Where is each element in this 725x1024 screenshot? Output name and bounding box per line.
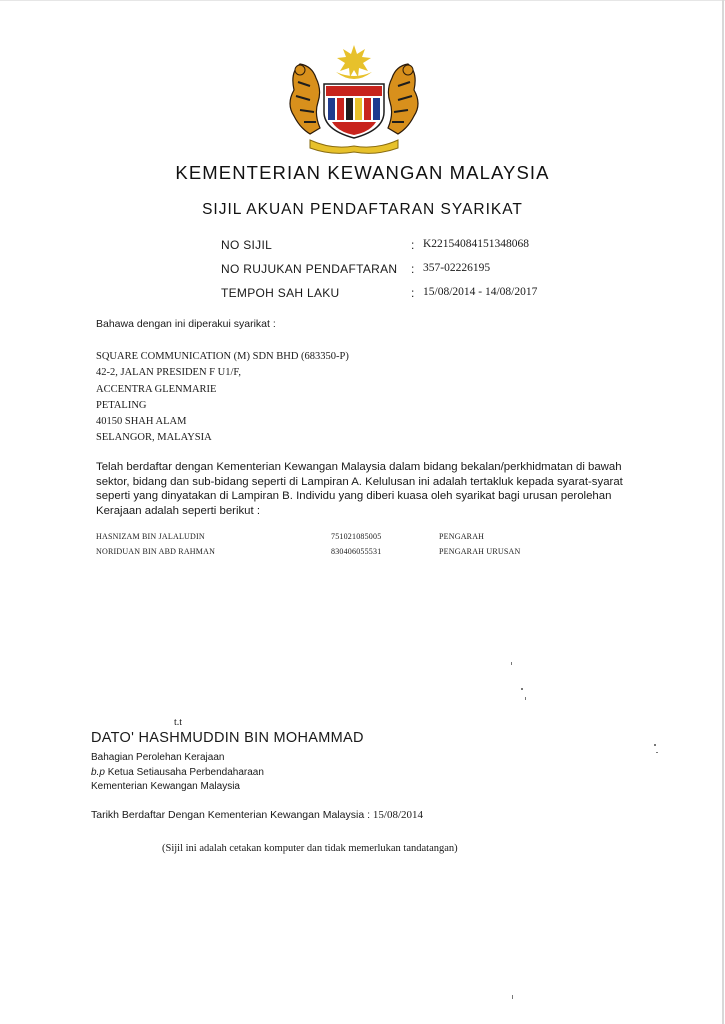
signature-tt: t.t bbox=[174, 717, 183, 728]
signatory-ministry: Kementerian Kewangan Malaysia bbox=[91, 781, 240, 792]
crest-tiger-left bbox=[290, 64, 320, 134]
scan-speck bbox=[654, 744, 656, 746]
ministry-name: KEMENTERIAN KEWANGAN MALAYSIA bbox=[175, 162, 550, 183]
row-label: TEMPOH SAH LAKU bbox=[221, 286, 340, 300]
certificate-number-row bbox=[221, 238, 641, 256]
crest-star bbox=[337, 45, 371, 77]
row-label: NO RUJUKAN PENDAFTARAN bbox=[221, 262, 398, 276]
bp-abbrev: b.p bbox=[91, 767, 105, 778]
row-colon: : bbox=[411, 286, 415, 300]
registration-date-line bbox=[91, 809, 423, 821]
crest-tiger-right bbox=[388, 64, 418, 134]
signatory-title-text: Ketua Setiausaha Perbendaharaan bbox=[107, 767, 264, 778]
certificate-title: SIJIL AKUAN PENDAFTARAN SYARIKAT bbox=[202, 201, 523, 218]
officer-row bbox=[96, 532, 636, 546]
scan-speck bbox=[525, 697, 526, 700]
certification-intro: Bahawa dengan ini diperakui syarikat : bbox=[96, 318, 276, 330]
company-address bbox=[96, 349, 349, 447]
registration-date-label: Tarikh Berdaftar Dengan Kementerian Kewangan Malaysia : bbox=[91, 809, 370, 821]
row-label: NO SIJIL bbox=[221, 238, 273, 252]
address-line: 40150 SHAH ALAM bbox=[96, 416, 187, 428]
officer-position: PENGARAH bbox=[439, 532, 485, 541]
signatory-title bbox=[91, 767, 264, 778]
address-line: ACCENTRA GLENMARIE bbox=[96, 383, 217, 395]
scan-speck bbox=[512, 995, 513, 999]
signatory-department: Bahagian Perolehan Kerajaan bbox=[91, 752, 225, 763]
row-colon: : bbox=[411, 262, 415, 276]
address-line: PETALING bbox=[96, 399, 147, 411]
scan-speck bbox=[521, 688, 523, 690]
computer-generated-note: (Sijil ini adalah cetakan komputer dan tidak memerlukan tandatangan) bbox=[162, 843, 458, 854]
signatory-name: DATO' HASHMUDDIN BIN MOHAMMAD bbox=[91, 730, 364, 746]
scan-speck bbox=[511, 662, 512, 665]
registration-statement: Telah berdaftar dengan Kementerian Kewangan Malaysia dalam bidang bekalan/perkhidmatan di bawah sektor, bidang dan sub-bidang seperti di Lampiran A. Kelulusan ini adalah tertakluk kepada syarat-syarat seperti yang dinyatakan di Lampiran B. Individu yang diberi kuasa oleh syarikat bagi urusan perolehan Kerajaan adalah seperti berikut : bbox=[96, 461, 623, 517]
page-right-edge bbox=[722, 0, 724, 1024]
officer-ic: 830406055531 bbox=[331, 547, 382, 556]
row-value: 357-02226195 bbox=[423, 262, 491, 274]
officer-name: HASNIZAM BIN JALALUDIN bbox=[96, 532, 205, 541]
row-value: 15/08/2014 - 14/08/2017 bbox=[423, 286, 538, 298]
address-line: SELANGOR, MALAYSIA bbox=[96, 432, 212, 444]
officer-ic: 751021085005 bbox=[331, 532, 382, 541]
scan-speck bbox=[656, 752, 658, 753]
crest-shield bbox=[324, 84, 384, 138]
officer-name: NORIDUAN BIN ABD RAHMAN bbox=[96, 547, 216, 556]
row-value: K22154084151348068 bbox=[423, 238, 530, 250]
crest-scroll bbox=[310, 140, 398, 153]
officer-row bbox=[96, 547, 636, 561]
coat-of-arms-icon bbox=[280, 42, 428, 158]
page-top-edge bbox=[0, 0, 725, 1]
officer-position: PENGARAH URUSAN bbox=[439, 547, 521, 556]
row-colon: : bbox=[411, 238, 415, 252]
crest-crescent bbox=[336, 72, 372, 79]
company-name: SQUARE COMMUNICATION (M) SDN BHD (683350-P) bbox=[96, 351, 349, 362]
address-line: 42-2, JALAN PRESIDEN F U1/F, bbox=[96, 367, 242, 379]
validity-period-row bbox=[221, 286, 641, 304]
registration-reference-row bbox=[221, 262, 641, 280]
registration-date: 15/08/2014 bbox=[372, 809, 424, 821]
